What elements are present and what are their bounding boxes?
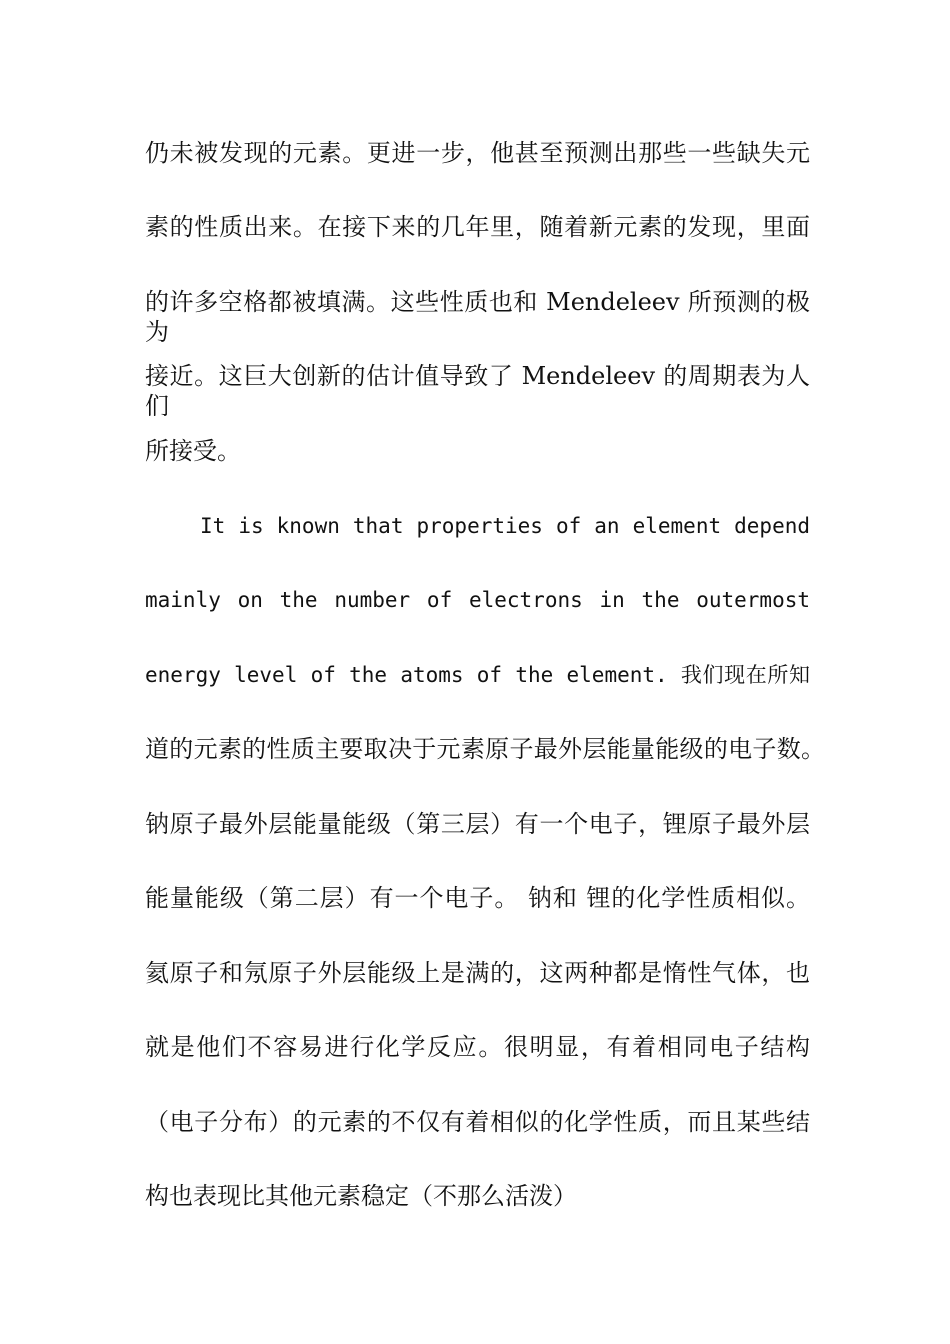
- text-line: It is known that properties of an element depend: [200, 514, 810, 538]
- text-line: 仍未被发现的元素。更进一步，他甚至预测出那些一些缺失元: [145, 139, 810, 167]
- text-line: 构也表现比其他元素稳定（不那么活泼）: [145, 1182, 577, 1210]
- text-line: 所接受。: [145, 437, 241, 465]
- text-line: 钠原子最外层能量能级（第三层）有一个电子，锂原子最外层: [145, 810, 810, 838]
- text-line: （电子分布）的元素的不仅有着相似的化学性质，而且某些结: [145, 1108, 810, 1136]
- text-line: 能量能级（第二层）有一个电子。 钠和 锂的化学性质相似。: [145, 884, 810, 912]
- text-line: 素的性质出来。在接下来的几年里，随着新元素的发现，里面: [145, 213, 810, 241]
- text-line: 接近。这巨大创新的估计值导致了 Mendeleev 的周期表为人们: [145, 362, 810, 420]
- text-line: mainly on the number of electrons in the outermost: [145, 588, 810, 612]
- text-line: 的许多空格都被填满。这些性质也和 Mendeleev 所预测的极为: [145, 288, 810, 346]
- text-line: 氦原子和氖原子外层能级上是满的，这两种都是惰性气体，也: [145, 959, 810, 987]
- text-line: energy level of the atoms of the element. 我们现在所知: [145, 663, 810, 687]
- text-line: 道的元素的性质主要取决于元素原子最外层能量能级的电子数。: [145, 735, 825, 763]
- text-line: 就是他们不容易进行化学反应。很明显，有着相同电子结构: [145, 1033, 810, 1061]
